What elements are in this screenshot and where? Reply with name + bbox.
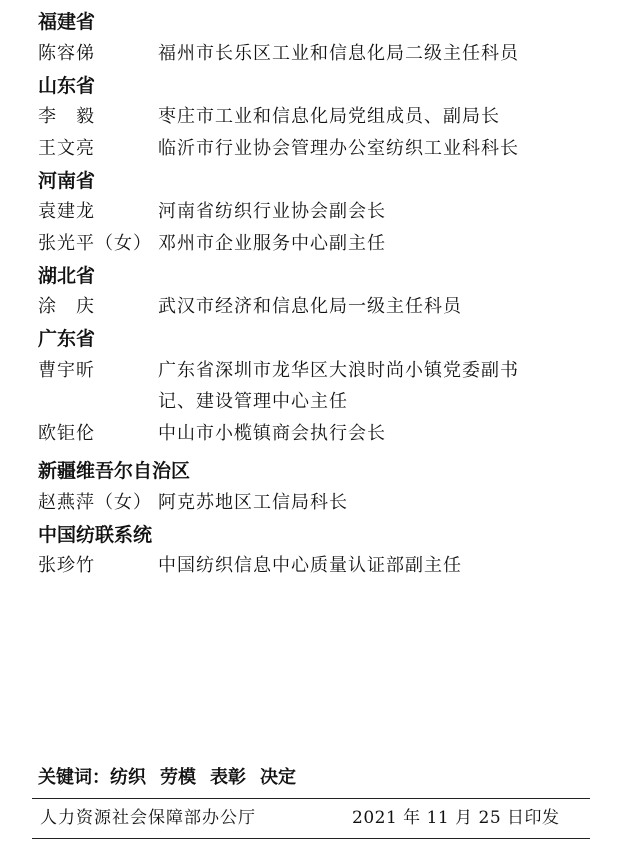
person-title: 枣庄市工业和信息化局党组成员、副局长 [158,106,500,127]
person-name: 张珍竹 [38,555,95,576]
footer-top-rule [32,798,590,799]
person-name: 张光平（女） [38,233,152,254]
person-title: 福州市长乐区工业和信息化局二级主任科员 [158,43,519,64]
person-name: 欧钜伦 [38,423,95,444]
keyword: 决定 [260,767,296,788]
person-name: 赵燕萍（女） [38,492,152,513]
person-name: 陈容俤 [38,43,95,64]
keyword: 表彰 [210,767,246,788]
section-title-guangdong: 广东省 [38,328,96,350]
person-name: 李 毅 [38,106,95,127]
person-title-continued: 记、建设管理中心主任 [158,391,348,412]
person-title: 临沂市行业协会管理办公室纺织工业科科长 [158,138,519,159]
footer-date: 2021 年 11 月 25 日印发 [352,808,560,828]
section-title-hubei: 湖北省 [38,265,96,287]
section-title-shandong: 山东省 [38,75,96,97]
person-title: 中国纺织信息中心质量认证部副主任 [158,555,462,576]
keyword: 劳模 [160,767,196,788]
person-name: 王文亮 [38,138,95,159]
section-title-fujian: 福建省 [38,11,96,33]
person-title: 河南省纺织行业协会副会长 [158,201,386,222]
person-name: 曹宇昕 [38,360,95,381]
section-title-henan: 河南省 [38,170,96,192]
person-title: 广东省深圳市龙华区大浪时尚小镇党委副书 [158,360,519,381]
person-name: 袁建龙 [38,201,95,222]
section-title-xinjiang: 新疆维吾尔自治区 [38,460,191,482]
keyword: 纺织 [110,767,146,788]
footer-issuer: 人力资源社会保障部办公厅 [40,808,256,828]
keywords-line [38,766,310,790]
person-title: 邓州市企业服务中心副主任 [158,233,386,254]
person-title: 阿克苏地区工信局科长 [158,492,348,513]
footer-bottom-rule [32,838,590,839]
keywords-label: 关键词： [38,767,110,788]
person-title: 武汉市经济和信息化局一级主任科员 [158,296,462,317]
section-title-textile-federation: 中国纺联系统 [38,524,153,546]
person-name: 涂 庆 [38,296,95,317]
person-title: 中山市小榄镇商会执行会长 [158,423,386,444]
